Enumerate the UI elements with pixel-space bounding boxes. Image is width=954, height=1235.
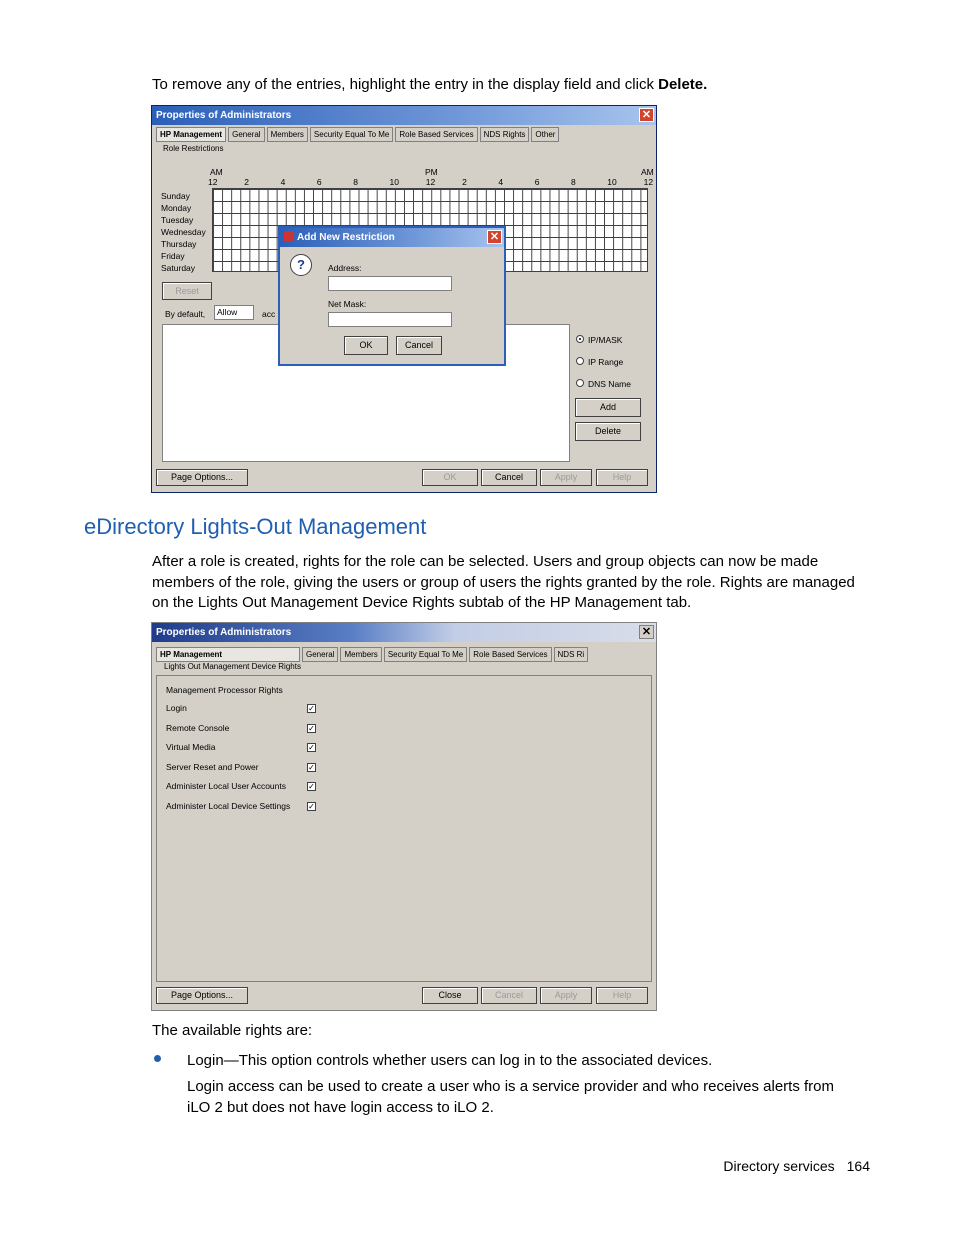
right-checkbox[interactable]: ✓ bbox=[308, 704, 315, 713]
tab-security-equal[interactable]: Security Equal To Me bbox=[310, 127, 393, 142]
radio-ip-mask-label: IP/MASK bbox=[588, 335, 623, 345]
hour-label: 10 bbox=[389, 177, 399, 187]
cancel-button[interactable]: Cancel bbox=[481, 987, 537, 1004]
window-title: Properties of Administrators bbox=[152, 623, 656, 642]
subtab-role-restrictions[interactable]: Role Restrictions bbox=[163, 144, 224, 153]
day-label: Thursday bbox=[161, 239, 197, 249]
available-rights-label: The available rights are: bbox=[152, 1022, 313, 1039]
day-label: Sunday bbox=[161, 191, 190, 201]
day-label: Wednesday bbox=[161, 227, 206, 237]
ok-button[interactable]: OK bbox=[422, 469, 478, 486]
tab-bar bbox=[156, 647, 652, 661]
bullet-icon bbox=[154, 1055, 161, 1062]
tab-nds-rights[interactable]: NDS Ri bbox=[554, 647, 589, 662]
intro-paragraph: To remove any of the entries, highlight the entry in the display field and click Delete. bbox=[152, 76, 708, 93]
right-label: Server Reset and Power bbox=[166, 761, 259, 772]
tab-role-based-services[interactable]: Role Based Services bbox=[469, 647, 551, 662]
add-button[interactable]: Add bbox=[575, 398, 641, 417]
am-label: AM bbox=[210, 167, 223, 177]
hour-label: 2 bbox=[244, 177, 250, 187]
address-label: Address: bbox=[328, 263, 362, 273]
address-input[interactable] bbox=[328, 276, 452, 291]
day-label: Tuesday bbox=[161, 215, 194, 225]
radio-ip-mask[interactable] bbox=[576, 335, 584, 343]
bullet-login: Login—This option controls whether users can log in to the associated devices. bbox=[187, 1052, 713, 1069]
right-checkbox[interactable]: ✓ bbox=[308, 801, 315, 811]
window-title: Properties of Administrators bbox=[152, 106, 656, 125]
apply-button[interactable]: Apply bbox=[540, 469, 592, 486]
tab-hp-management[interactable]: HP Management bbox=[156, 127, 226, 142]
dialog-close-icon[interactable]: ✕ bbox=[487, 230, 502, 244]
by-default-label: By default, bbox=[165, 309, 206, 319]
am-end-label: AM bbox=[641, 167, 654, 177]
tab-role-based-services[interactable]: Role Based Services bbox=[395, 127, 477, 142]
radio-dns-name-label: DNS Name bbox=[588, 379, 631, 389]
help-button[interactable]: Help bbox=[596, 469, 648, 486]
subtab-device-rights[interactable]: Lights Out Management Device Rights bbox=[164, 662, 301, 671]
apply-button[interactable]: Apply bbox=[540, 987, 592, 1004]
page-number: 164 bbox=[846, 1158, 870, 1174]
hour-label: 12 bbox=[425, 177, 436, 187]
bullet-login-detail: Login access can be used to create a user who is a service provider and who receives alerts from iLO 2 but does not have login access to iLO 2. bbox=[187, 1078, 834, 1116]
hour-label: 10 bbox=[607, 177, 617, 187]
day-label: Monday bbox=[161, 203, 192, 213]
tab-nds-rights[interactable]: NDS Rights bbox=[480, 127, 530, 142]
page-options-button[interactable]: Page Options... bbox=[156, 987, 248, 1004]
radio-ip-range[interactable] bbox=[576, 357, 584, 365]
properties-window-role-restrictions bbox=[151, 105, 657, 493]
hour-label: 2 bbox=[462, 177, 467, 187]
delete-button[interactable]: Delete bbox=[575, 422, 641, 441]
hour-label: 8 bbox=[353, 177, 358, 187]
right-label: Administer Local Device Settings bbox=[166, 800, 291, 811]
question-icon: ? bbox=[290, 254, 312, 276]
tab-members[interactable]: Members bbox=[340, 647, 381, 662]
tab-hp-management[interactable]: HP Management bbox=[156, 647, 300, 662]
hour-label: 8 bbox=[571, 177, 576, 187]
close-icon[interactable]: ✕ bbox=[639, 625, 654, 639]
day-label: Saturday bbox=[161, 263, 196, 273]
add-new-restriction-dialog bbox=[278, 226, 506, 366]
page-options-button[interactable]: Page Options... bbox=[156, 469, 248, 486]
dialog-title: Add New Restriction bbox=[297, 232, 395, 243]
access-label: acc bbox=[262, 309, 276, 319]
reset-button[interactable]: Reset bbox=[162, 282, 212, 300]
footer-section: Directory services bbox=[723, 1158, 835, 1174]
close-button[interactable]: Close bbox=[422, 987, 478, 1004]
right-label: Virtual Media bbox=[166, 742, 216, 752]
hour-label: 6 bbox=[534, 177, 540, 187]
dialog-ok-button[interactable]: OK bbox=[344, 336, 388, 355]
right-checkbox[interactable]: ✓ bbox=[308, 782, 315, 791]
tab-general[interactable]: General bbox=[302, 647, 338, 662]
hour-label: 4 bbox=[280, 177, 286, 187]
right-label: Administer Local User Accounts bbox=[166, 781, 286, 791]
right-label: Remote Console bbox=[166, 722, 230, 733]
novell-logo-icon bbox=[284, 231, 294, 241]
section-label: Management Processor Rights bbox=[166, 685, 283, 695]
default-access-select[interactable]: Allow bbox=[214, 305, 254, 320]
radio-dns-name[interactable] bbox=[576, 379, 584, 387]
netmask-input[interactable] bbox=[328, 312, 452, 327]
netmask-label: Net Mask: bbox=[328, 299, 367, 309]
tab-members[interactable]: Members bbox=[267, 127, 308, 142]
close-icon[interactable]: ✕ bbox=[639, 108, 654, 122]
content-panel bbox=[156, 675, 652, 982]
pm-label: PM bbox=[425, 167, 438, 177]
page-footer bbox=[711, 1158, 870, 1174]
help-button[interactable]: Help bbox=[596, 987, 648, 1004]
cancel-button[interactable]: Cancel bbox=[481, 469, 537, 486]
dialog-title-bar bbox=[280, 228, 504, 247]
radio-ip-range-label: IP Range bbox=[588, 357, 624, 367]
right-checkbox[interactable]: ✓ bbox=[308, 762, 315, 772]
right-checkbox[interactable]: ✓ bbox=[308, 743, 315, 752]
properties-window-device-rights bbox=[151, 622, 657, 1011]
hour-label: 6 bbox=[316, 177, 322, 187]
tab-security-equal[interactable]: Security Equal To Me bbox=[384, 647, 467, 662]
section-heading: eDirectory Lights-Out Management bbox=[84, 514, 427, 539]
tab-bar bbox=[156, 127, 652, 141]
tab-other[interactable]: Other bbox=[531, 127, 559, 142]
body-paragraph: After a role is created, rights for the role can be selected. Users and group objects can now be made members of the role, giving the users or group of users the rights granted by the role. Rights are managed on the Lights Out Management Device Rights subtab of the HP Management tab. bbox=[152, 553, 855, 611]
tab-general[interactable]: General bbox=[228, 127, 264, 142]
right-label: Login bbox=[166, 703, 187, 713]
hour-label: 4 bbox=[498, 177, 504, 187]
hour-label: 12 bbox=[643, 177, 654, 187]
dialog-cancel-button[interactable]: Cancel bbox=[396, 336, 442, 355]
day-label: Friday bbox=[161, 251, 185, 261]
hour-label: 12 bbox=[208, 177, 218, 187]
right-checkbox[interactable]: ✓ bbox=[308, 723, 315, 733]
